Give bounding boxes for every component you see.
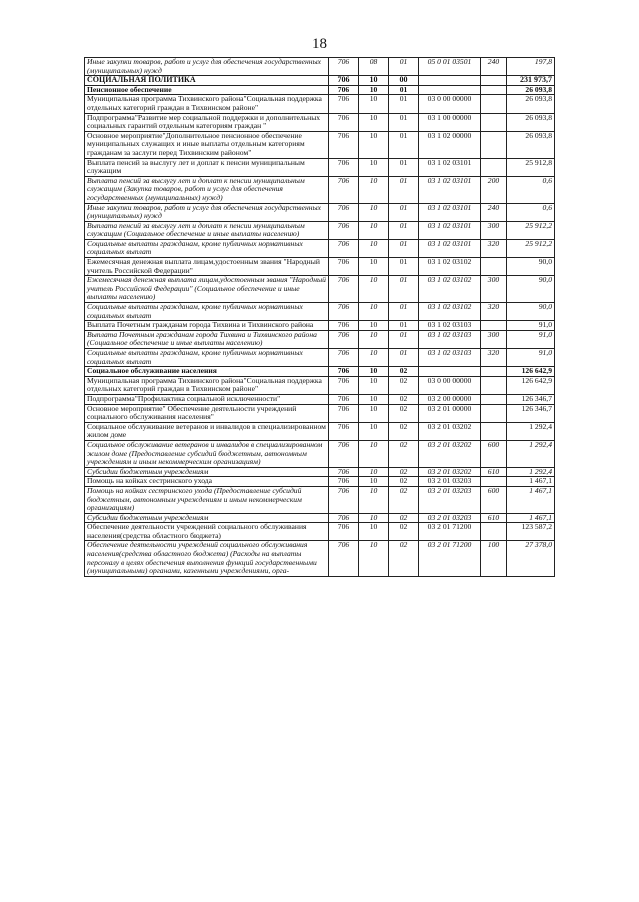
- table-row: [85, 239, 555, 257]
- ministry-code: 706: [329, 376, 359, 394]
- table-row: [85, 58, 555, 76]
- amount: 91,0: [507, 321, 555, 331]
- amount: 90,0: [507, 276, 555, 303]
- table-row: [85, 176, 555, 203]
- table-row: [85, 303, 555, 321]
- row-name: Выплата пенсий за выслугу лет и доплат к пенсии муниципальным служащим (Закупка товаров, работ и услуг для обеспечения государственных (муниципальных) нужд): [85, 176, 329, 203]
- expense-type-code: 320: [481, 303, 507, 321]
- table-row: [85, 321, 555, 331]
- target-article-code: 03 1 02 03101: [419, 239, 481, 257]
- row-name: Ежемесячная денежная выплата лицам,удостоенным звания "Народный учитель Российской Федерации" (Социальное обеспечение и иные выплаты населению): [85, 276, 329, 303]
- expense-type-code: 240: [481, 203, 507, 221]
- subsection-code: 02: [389, 367, 419, 377]
- expense-type-code: [481, 95, 507, 113]
- section-code: 10: [359, 221, 389, 239]
- row-name: Подпрограмма"Развитие мер социальной поддержки и дополнительных социальных гарантий отдельным категориям граждан ": [85, 113, 329, 131]
- row-name: Выплата пенсий за выслугу лет и доплат к пенсии муниципальным служащим: [85, 158, 329, 176]
- section-code: 10: [359, 523, 389, 541]
- section-code: 10: [359, 276, 389, 303]
- amount: 1 467,1: [507, 477, 555, 487]
- table-row: [85, 349, 555, 367]
- subsection-code: 01: [389, 131, 419, 158]
- row-name: Социальные выплаты гражданам, кроме публичных нормативных социальных выплат: [85, 239, 329, 257]
- subsection-code: 01: [389, 95, 419, 113]
- table-row: [85, 376, 555, 394]
- expense-type-code: 610: [481, 467, 507, 477]
- amount: 26 093,8: [507, 85, 555, 95]
- amount: 1 467,1: [507, 513, 555, 523]
- section-code: 10: [359, 113, 389, 131]
- subsection-code: 01: [389, 349, 419, 367]
- table-row: [85, 422, 555, 440]
- amount: 26 093,8: [507, 113, 555, 131]
- expense-type-code: 100: [481, 541, 507, 576]
- target-article-code: 05 0 01 03501: [419, 58, 481, 76]
- section-code: 10: [359, 239, 389, 257]
- subsection-code: 01: [389, 258, 419, 276]
- table-row: [85, 477, 555, 487]
- row-name: Субсидии бюджетным учреждениям: [85, 513, 329, 523]
- amount: 126 642,9: [507, 376, 555, 394]
- target-article-code: 03 0 00 00000: [419, 376, 481, 394]
- target-article-code: 03 2 01 03203: [419, 486, 481, 513]
- target-article-code: 03 1 02 03101: [419, 158, 481, 176]
- expense-type-code: [481, 158, 507, 176]
- section-code: 10: [359, 394, 389, 404]
- expense-type-code: [481, 394, 507, 404]
- section-code: 10: [359, 303, 389, 321]
- subsection-code: 01: [389, 321, 419, 331]
- target-article-code: 03 1 00 00000: [419, 113, 481, 131]
- table-row: [85, 276, 555, 303]
- table-row: [85, 131, 555, 158]
- amount: 26 093,8: [507, 131, 555, 158]
- section-code: 10: [359, 85, 389, 95]
- subsection-code: 02: [389, 394, 419, 404]
- table-row: [85, 440, 555, 467]
- table-row: [85, 394, 555, 404]
- table-row: [85, 467, 555, 477]
- expense-type-code: 300: [481, 221, 507, 239]
- row-name: Иные закупки товаров, работ и услуг для обеспечения государственных (муниципальных) нужд: [85, 58, 329, 76]
- target-article-code: 03 0 00 00000: [419, 95, 481, 113]
- expense-type-code: 610: [481, 513, 507, 523]
- target-article-code: 03 1 02 03103: [419, 330, 481, 348]
- expense-type-code: 320: [481, 349, 507, 367]
- expense-type-code: 240: [481, 58, 507, 76]
- subsection-code: 01: [389, 85, 419, 95]
- subsection-code: 01: [389, 330, 419, 348]
- table-row: [85, 85, 555, 95]
- target-article-code: 03 1 02 03103: [419, 349, 481, 367]
- row-name: Ежемесячная денежная выплата лицам,удостоенным звания "Народный учитель Российской Федерации": [85, 258, 329, 276]
- amount: 126 346,7: [507, 404, 555, 422]
- amount: 0,6: [507, 176, 555, 203]
- amount: 197,8: [507, 58, 555, 76]
- amount: 90,0: [507, 303, 555, 321]
- section-code: 10: [359, 467, 389, 477]
- section-code: 08: [359, 58, 389, 76]
- expense-type-code: [481, 131, 507, 158]
- table-row: [85, 513, 555, 523]
- row-name: Выплата пенсий за выслугу лет и доплат к пенсии муниципальным служащим (Социальное обеспечение и иные выплаты населению): [85, 221, 329, 239]
- ministry-code: 706: [329, 404, 359, 422]
- ministry-code: 706: [329, 513, 359, 523]
- section-code: 10: [359, 131, 389, 158]
- ministry-code: 706: [329, 58, 359, 76]
- subsection-code: 02: [389, 486, 419, 513]
- table-row: [85, 95, 555, 113]
- amount: 126 346,7: [507, 394, 555, 404]
- amount: 1 467,1: [507, 486, 555, 513]
- table-row: [85, 76, 555, 86]
- target-article-code: 03 1 02 03102: [419, 258, 481, 276]
- target-article-code: 03 2 01 00000: [419, 404, 481, 422]
- subsection-code: 01: [389, 58, 419, 76]
- target-article-code: 03 2 01 03202: [419, 422, 481, 440]
- expense-type-code: [481, 367, 507, 377]
- subsection-code: 01: [389, 239, 419, 257]
- expense-type-code: 600: [481, 486, 507, 513]
- expense-type-code: 300: [481, 276, 507, 303]
- table-row: [85, 541, 555, 576]
- row-name: Выплата Почетным гражданам города Тихвина и Тихвинского района: [85, 321, 329, 331]
- ministry-code: 706: [329, 239, 359, 257]
- expense-type-code: [481, 258, 507, 276]
- section-code: 10: [359, 486, 389, 513]
- target-article-code: 03 2 01 03203: [419, 477, 481, 487]
- ministry-code: 706: [329, 367, 359, 377]
- table-body: [85, 58, 555, 577]
- section-code: 10: [359, 321, 389, 331]
- amount: 91,0: [507, 349, 555, 367]
- table-row: [85, 203, 555, 221]
- amount: 25 912,2: [507, 221, 555, 239]
- subsection-code: 01: [389, 276, 419, 303]
- subsection-code: 02: [389, 376, 419, 394]
- section-code: 10: [359, 422, 389, 440]
- subsection-code: 01: [389, 176, 419, 203]
- ministry-code: 706: [329, 95, 359, 113]
- ministry-code: 706: [329, 131, 359, 158]
- amount: 25 912,8: [507, 158, 555, 176]
- expense-type-code: [481, 113, 507, 131]
- section-code: 10: [359, 541, 389, 576]
- ministry-code: 706: [329, 158, 359, 176]
- row-name: Социальное обслуживание населения: [85, 367, 329, 377]
- row-name: Основное мероприятие"Дополнительное пенсионное обеспечение муниципальных служащих и иные выплаты отдельным категориям гражданам за заслуги перед Тихвинским районом": [85, 131, 329, 158]
- ministry-code: 706: [329, 221, 359, 239]
- section-code: 10: [359, 95, 389, 113]
- amount: 25 912,2: [507, 239, 555, 257]
- amount: 1 292,4: [507, 467, 555, 477]
- section-code: 10: [359, 477, 389, 487]
- target-article-code: 03 1 02 03101: [419, 221, 481, 239]
- ministry-code: 706: [329, 303, 359, 321]
- table-row: [85, 258, 555, 276]
- subsection-code: 01: [389, 158, 419, 176]
- section-code: 10: [359, 404, 389, 422]
- subsection-code: 00: [389, 76, 419, 86]
- target-article-code: 03 2 01 03203: [419, 513, 481, 523]
- amount: 90,0: [507, 258, 555, 276]
- row-name: Иные закупки товаров, работ и услуг для обеспечения государственных (муниципальных) нужд: [85, 203, 329, 221]
- table-row: [85, 367, 555, 377]
- row-name: Пенсионное обеспечение: [85, 85, 329, 95]
- section-code: 10: [359, 513, 389, 523]
- section-code: 10: [359, 440, 389, 467]
- ministry-code: 706: [329, 349, 359, 367]
- budget-table: [84, 57, 555, 577]
- row-name: СОЦИАЛЬНАЯ ПОЛИТИКА: [85, 76, 329, 86]
- ministry-code: 706: [329, 321, 359, 331]
- subsection-code: 02: [389, 541, 419, 576]
- section-code: 10: [359, 176, 389, 203]
- ministry-code: 706: [329, 541, 359, 576]
- section-code: 10: [359, 349, 389, 367]
- row-name: Обеспечение деятельности учреждений социального обслуживания населения(средства областного бюджета) (Расходы на выплаты персоналу в целях обеспечения выполнения функций государственными (муниципальными) органами, казенными учреждениями, орга-: [85, 541, 329, 576]
- target-article-code: 03 1 02 03101: [419, 176, 481, 203]
- ministry-code: 706: [329, 467, 359, 477]
- expense-type-code: [481, 76, 507, 86]
- ministry-code: 706: [329, 76, 359, 86]
- target-article-code: 03 1 02 03102: [419, 303, 481, 321]
- target-article-code: 03 2 01 03202: [419, 467, 481, 477]
- amount: 0,6: [507, 203, 555, 221]
- amount: 1 292,4: [507, 440, 555, 467]
- expense-type-code: [481, 376, 507, 394]
- subsection-code: 01: [389, 113, 419, 131]
- expense-type-code: [481, 404, 507, 422]
- ministry-code: 706: [329, 276, 359, 303]
- page-number: 18: [312, 36, 327, 52]
- expense-type-code: 300: [481, 330, 507, 348]
- row-name: Обеспечение деятельности учреждений социального обслуживания населения(средства областного бюджета): [85, 523, 329, 541]
- expense-type-code: [481, 85, 507, 95]
- table-row: [85, 523, 555, 541]
- subsection-code: 02: [389, 422, 419, 440]
- ministry-code: 706: [329, 440, 359, 467]
- section-code: 10: [359, 330, 389, 348]
- ministry-code: 706: [329, 422, 359, 440]
- table-row: [85, 221, 555, 239]
- amount: 1 292,4: [507, 422, 555, 440]
- section-code: 10: [359, 158, 389, 176]
- subsection-code: 02: [389, 404, 419, 422]
- subsection-code: 01: [389, 203, 419, 221]
- section-code: 10: [359, 203, 389, 221]
- row-name: Социальное обслуживание ветеранов и инвалидов в специализированном жилом доме (Предоставление субсидий бюджетным, автономным учреждениям и иным некоммерческим организациям): [85, 440, 329, 467]
- section-code: 10: [359, 258, 389, 276]
- table-row: [85, 158, 555, 176]
- table-row: [85, 113, 555, 131]
- expense-type-code: 320: [481, 239, 507, 257]
- target-article-code: [419, 85, 481, 95]
- expense-type-code: 600: [481, 440, 507, 467]
- row-name: Подпрограмма"Профилактика социальной исключенности": [85, 394, 329, 404]
- amount: 27 378,0: [507, 541, 555, 576]
- subsection-code: 02: [389, 477, 419, 487]
- target-article-code: [419, 367, 481, 377]
- table-row: [85, 404, 555, 422]
- target-article-code: 03 2 01 71200: [419, 541, 481, 576]
- subsection-code: 02: [389, 513, 419, 523]
- target-article-code: 03 2 01 71200: [419, 523, 481, 541]
- row-name: Основное мероприятие" Обеспечение деятельности учреждений социального обслуживания населения": [85, 404, 329, 422]
- row-name: Социальные выплаты гражданам, кроме публичных нормативных социальных выплат: [85, 349, 329, 367]
- row-name: Социальное обслуживание ветеранов и инвалидов в специализированном жилом доме: [85, 422, 329, 440]
- section-code: 10: [359, 367, 389, 377]
- table-row: [85, 486, 555, 513]
- amount: 91,0: [507, 330, 555, 348]
- ministry-code: 706: [329, 258, 359, 276]
- target-article-code: [419, 76, 481, 86]
- subsection-code: 02: [389, 467, 419, 477]
- row-name: Помощь на койках сестринского ухода: [85, 477, 329, 487]
- expense-type-code: [481, 477, 507, 487]
- subsection-code: 02: [389, 440, 419, 467]
- amount: 231 973,7: [507, 76, 555, 86]
- ministry-code: 706: [329, 176, 359, 203]
- table-row: [85, 330, 555, 348]
- row-name: Муниципальная программа Тихвинского района"Социальная поддержка отдельных категорий граждан в Тихвинском районе": [85, 376, 329, 394]
- amount: 126 642,9: [507, 367, 555, 377]
- expense-type-code: [481, 321, 507, 331]
- expense-type-code: [481, 523, 507, 541]
- section-code: 10: [359, 76, 389, 86]
- target-article-code: 03 2 00 00000: [419, 394, 481, 404]
- ministry-code: 706: [329, 523, 359, 541]
- target-article-code: 03 1 02 03103: [419, 321, 481, 331]
- row-name: Социальные выплаты гражданам, кроме публичных нормативных социальных выплат: [85, 303, 329, 321]
- amount: 123 587,2: [507, 523, 555, 541]
- row-name: Муниципальная программа Тихвинского района"Социальная поддержка отдельных категорий граждан в Тихвинском районе": [85, 95, 329, 113]
- expense-type-code: 200: [481, 176, 507, 203]
- amount: 26 093,8: [507, 95, 555, 113]
- row-name: Помощь на койках сестринского ухода (Предоставление субсидий бюджетным, автономным учреждениям и иным некоммерческим организациям): [85, 486, 329, 513]
- ministry-code: 706: [329, 85, 359, 95]
- row-name: Субсидии бюджетным учреждениям: [85, 467, 329, 477]
- ministry-code: 706: [329, 203, 359, 221]
- expense-type-code: [481, 422, 507, 440]
- target-article-code: 03 1 02 03102: [419, 276, 481, 303]
- subsection-code: 01: [389, 221, 419, 239]
- subsection-code: 02: [389, 523, 419, 541]
- ministry-code: 706: [329, 394, 359, 404]
- subsection-code: 01: [389, 303, 419, 321]
- target-article-code: 03 2 01 03202: [419, 440, 481, 467]
- ministry-code: 706: [329, 486, 359, 513]
- row-name: Выплата Почетным гражданам города Тихвина и Тихвинского района (Социальное обеспечение и иные выплаты населению): [85, 330, 329, 348]
- section-code: 10: [359, 376, 389, 394]
- ministry-code: 706: [329, 113, 359, 131]
- target-article-code: 03 1 02 00000: [419, 131, 481, 158]
- target-article-code: 03 1 02 03101: [419, 203, 481, 221]
- ministry-code: 706: [329, 330, 359, 348]
- ministry-code: 706: [329, 477, 359, 487]
